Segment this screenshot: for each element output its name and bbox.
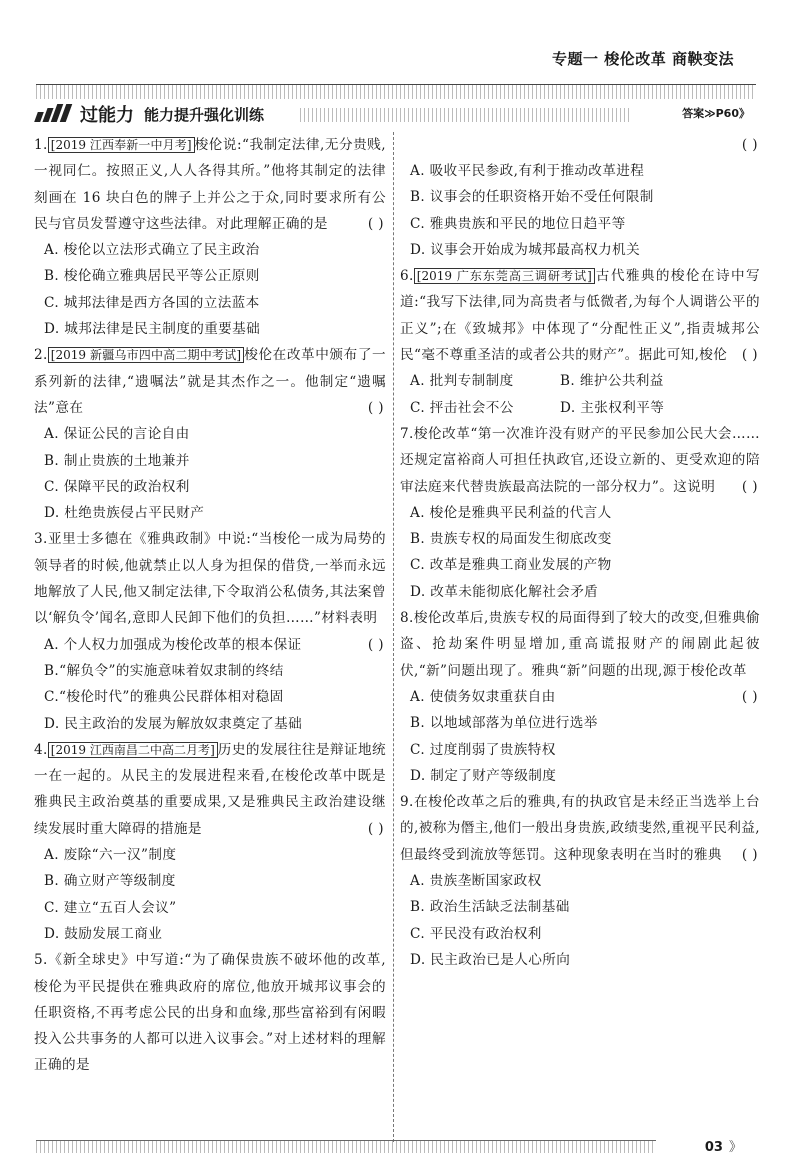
option-d: D. 鼓励发展工商业 [44, 925, 163, 942]
option-d: D. 民主政治的发展为解放奴隶奠定了基础 [44, 715, 303, 732]
option-d: D. 议事会开始成为城邦最高权力机关 [410, 241, 641, 258]
question-number: 7. [400, 425, 414, 442]
section-title: 过能力 [80, 105, 134, 126]
answer-blank: ( ) [367, 215, 384, 232]
page-header-title: 专题一 梭伦改革 商鞅变法 [552, 50, 734, 68]
option-b: B. 政治生活缺乏法制基础 [410, 899, 570, 916]
right-column [400, 132, 760, 973]
question-number: 4. [34, 741, 48, 758]
answer-blank: ( ) [367, 636, 384, 653]
banner-logo-icon [34, 104, 74, 124]
question-source: [2019 江西奉新一中月考] [48, 137, 195, 153]
answer-blank: ( ) [741, 137, 758, 153]
answer-blank: ( ) [741, 478, 758, 495]
page-arrow-icon: 》 [728, 1140, 742, 1155]
question-stem: 梭伦改革“第一次准许没有财产的平民参加公民大会……还规定富裕商人可担任执政官,还设立新的、更受欢迎的陪审法庭来代替贵族最高法院的一部分权力”。这说明 [400, 425, 760, 495]
answer-blank: ( ) [741, 347, 758, 364]
question-stem: 梭伦在改革中颁布了一系列新的法律,“遗嘱法”就是其杰作之一。他制定“遗嘱法”意在 [34, 347, 386, 416]
question-4 [34, 737, 386, 947]
question-stem: 梭伦改革后,贵族专权的局面得到了较大的改变,但雅典偷盗、抢劫案件明显增加,重高谎报财产的闹剧此起彼伏,“新”问题出现了。雅典“新”问题的出现,源于梭伦改革 [400, 610, 760, 679]
question-number: 3. [34, 531, 48, 548]
question-source: [2019 广东东莞高三调研考试] [414, 268, 595, 284]
answer-blank: ( ) [367, 399, 384, 416]
left-column [34, 132, 386, 1079]
option-d: D. 改革未能彻底化解社会矛盾 [410, 583, 599, 600]
question-stem: 古代雅典的梭伦在诗中写道:“我写下法律,同为高贵者与低微者,为每个人调谐公平的正义”;在《致城邦》中体现了“分配性正义”,指责城邦公民“毫不尊重圣洁的或者公共的财产”。据此可知,梭伦 [400, 268, 760, 364]
option-a: A. 使债务奴隶重获自由 [410, 688, 556, 705]
option-c: C. 雅典贵族和平民的地位日趋平等 [410, 215, 626, 232]
answer-blank: ( ) [741, 846, 758, 863]
option-b: B. 制止贵族的土地兼并 [44, 452, 190, 469]
question-2 [34, 342, 386, 526]
option-c: C. 改革是雅典工商业发展的产物 [410, 557, 612, 574]
option-d: D. 主张权利平等 [560, 399, 665, 416]
option-a: A. 保证公民的言论自由 [44, 426, 190, 443]
option-a: A. 梭伦是雅典平民利益的代言人 [410, 504, 612, 521]
question-9 [400, 789, 760, 973]
question-stem: 《新全球史》中写道:“为了确保贵族不破坏他的改革,梭伦为平民提供在雅典政府的席位,他放开城邦议事会的任职资格,不再考虑公民的出身和血缘,那些富裕到有闲暇投入公共事务的人都可以进入议事会。”对上述材料的理解正确的是 [34, 952, 386, 1074]
option-b: B.“解负令”的实施意味着奴隶制的终结 [44, 662, 284, 679]
question-5-options [400, 132, 760, 263]
question-stem: 亚里士多德在《雅典政制》中说:“当梭伦一成为局势的领导者的时候,他就禁止以人身为担保的借贷,一举而永远地解放了人民,他又制定法律,下令取消公私债务,其法案曾以‘解负令’闻名,意即人民卸下他们的负担……”材料表明 [34, 531, 386, 627]
section-subtitle: 能力提升强化训练 [144, 105, 265, 124]
option-c: C. 过度削弱了贵族特权 [410, 741, 556, 758]
question-source: [2019 新疆乌市四中高二期中考试] [48, 347, 244, 363]
question-6 [400, 263, 760, 421]
option-a: A. 批判专制制度 [410, 373, 514, 390]
answer-reference: 答案≫P60》 [682, 107, 750, 120]
option-d: D. 杜绝贵族侵占平民财产 [44, 505, 205, 522]
option-a: A. 废除“六一汉”制度 [44, 847, 177, 864]
banner-stripe [300, 108, 630, 122]
option-c: C. 平民没有政治权利 [410, 925, 542, 942]
question-stem: 历史的发展往往是辩证地统一在一起的。从民主的发展进程来看,在梭伦改革中既是雅典民主政治奠基的重要成果,又是雅典民主政治建设继续发展时重大障碍的措施是 [34, 741, 386, 837]
option-a: A. 梭伦以立法形式确立了民主政治 [44, 242, 260, 259]
question-stem: 在梭伦改革之后的雅典,有的执政官是未经正当选举上台的,被称为僭主,他们一般出身贵族,政绩斐然,重视平民利益,但最终受到流放等惩罚。这种现象表明在当时的雅典 [400, 794, 760, 863]
column-divider [393, 132, 394, 1142]
question-number: 8. [400, 610, 414, 627]
question-5-stem [34, 947, 386, 1078]
question-number: 5. [34, 952, 48, 969]
option-b: B. 以地域部落为单位进行选举 [410, 715, 598, 732]
page-number [705, 1136, 742, 1155]
option-b: B. 确立财产等级制度 [44, 873, 176, 890]
option-b: B. 议事会的任职资格开始不受任何限制 [410, 189, 654, 206]
answer-blank: ( ) [367, 820, 384, 837]
option-d: D. 民主政治已是人心所向 [410, 951, 571, 968]
header-rule [36, 84, 756, 99]
option-c: C. 建立“五百人会议” [44, 899, 177, 916]
option-b: B. 贵族专权的局面发生彻底改变 [410, 531, 612, 548]
question-3 [34, 526, 386, 736]
option-c: C. 城邦法律是西方各国的立法蓝本 [44, 294, 260, 311]
option-b: B. 维护公共利益 [560, 373, 664, 390]
option-d: D. 城邦法律是民主制度的重要基础 [44, 321, 261, 338]
option-c: C. 保障平民的政治权利 [44, 478, 190, 495]
question-7 [400, 421, 760, 605]
footer-rule [36, 1140, 656, 1153]
option-a: A. 吸收平民参政,有利于推动改革进程 [410, 163, 645, 179]
option-d: D. 制定了财产等级制度 [410, 767, 557, 784]
question-number: 2. [34, 347, 48, 364]
question-number: 1. [34, 137, 48, 153]
question-8 [400, 605, 760, 789]
option-c: C. 抨击社会不公 [410, 399, 514, 416]
question-source: [2019 江西南昌二中高二月考] [48, 742, 218, 758]
section-banner [34, 100, 304, 128]
question-number: 9. [400, 794, 414, 811]
option-a: A. 贵族垄断国家政权 [410, 873, 542, 890]
page-number-value: 03 [704, 1140, 723, 1155]
question-number: 6. [400, 268, 414, 285]
question-stem: 梭伦说:“我制定法律,无分贵贱,一视同仁。按照正义,人人各得其所。”他将其制定的法律刻画在 16 块白色的牌子上并公之于众,同时要求所有公民与官员发誓遵守这些法律。对此理解正确的是 [34, 137, 387, 232]
question-1 [34, 132, 386, 342]
answer-blank: ( ) [741, 688, 758, 705]
option-b: B. 梭伦确立雅典居民平等公正原则 [44, 268, 260, 285]
option-a: A. 个人权力加强成为梭伦改革的根本保证 [44, 636, 302, 653]
option-c: C.“梭伦时代”的雅典公民群体相对稳固 [44, 689, 284, 706]
